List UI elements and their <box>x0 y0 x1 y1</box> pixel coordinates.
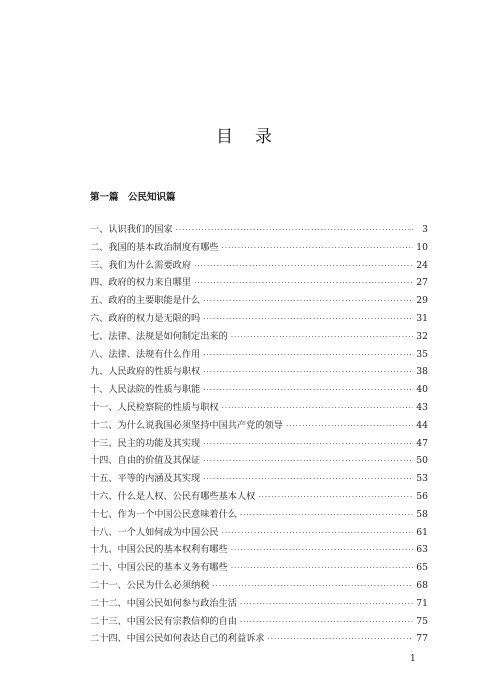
toc-entry[interactable] <box>90 257 428 275</box>
toc-entry-title: 十八、一个人如何成为中国公民 <box>90 526 219 538</box>
toc-entry-title: 三、我们为什么需要政府 <box>90 259 192 271</box>
toc-entry-title: 二、我国的基本政治制度有哪些 <box>90 241 219 253</box>
dot-leader <box>231 329 413 347</box>
toc-entry-page: 68 <box>416 579 428 591</box>
toc-entry-title: 二十二、中国公民如何参与政治生活 <box>90 597 237 609</box>
toc-entry[interactable] <box>90 328 428 346</box>
toc-entry-title: 七、法律、法规是如何制定出来的 <box>90 330 228 342</box>
dot-leader <box>203 453 413 471</box>
page-number: 1 <box>410 654 416 664</box>
toc-entry[interactable] <box>90 524 428 542</box>
dot-leader <box>176 222 413 240</box>
toc-entry-page: 75 <box>416 615 428 627</box>
dot-leader <box>203 293 413 311</box>
toc-entry[interactable] <box>90 630 428 648</box>
toc-entry[interactable] <box>90 417 428 435</box>
toc-entry-page: 10 <box>416 241 428 253</box>
toc-entry[interactable] <box>90 221 428 239</box>
toc-entry-page: 24 <box>416 259 428 271</box>
toc-entry[interactable] <box>90 435 428 453</box>
toc-entry-page: 63 <box>416 544 428 556</box>
toc-entry-page: 29 <box>416 295 428 307</box>
toc-entry-title: 十九、中国公民的基本权利有哪些 <box>90 544 228 556</box>
toc-entry[interactable] <box>90 346 428 364</box>
toc-entry-page: 65 <box>416 562 428 574</box>
toc-entry-title: 八、法律、法规有什么作用 <box>90 348 201 360</box>
toc-entry-title: 十六、什么是人权、公民有哪些基本人权 <box>90 490 256 502</box>
dot-leader <box>222 400 413 418</box>
toc-entry[interactable] <box>90 559 428 577</box>
toc-entry[interactable] <box>90 399 428 417</box>
toc-entry[interactable] <box>90 310 428 328</box>
toc-entry-title: 二十一、公民为什么必须纳税 <box>90 579 210 591</box>
toc-entry-page: 31 <box>416 312 428 324</box>
toc-entry[interactable] <box>90 613 428 631</box>
toc-entry[interactable] <box>90 363 428 381</box>
toc-entry-page: 61 <box>416 526 428 538</box>
dot-leader <box>203 382 413 400</box>
toc-entry-title: 四、政府的权力来自哪里 <box>90 277 192 289</box>
toc-entry-title: 一、认识我们的国家 <box>90 224 173 235</box>
dot-leader <box>203 471 413 489</box>
toc-entry-page: 47 <box>416 437 428 449</box>
dot-leader <box>258 489 413 507</box>
toc-entry[interactable] <box>90 292 428 310</box>
toc-entry-title: 五、政府的主要职能是什么 <box>90 295 201 307</box>
dot-leader <box>268 631 413 649</box>
toc-entry[interactable] <box>90 470 428 488</box>
toc-entry[interactable] <box>90 488 428 506</box>
dot-leader <box>222 525 413 543</box>
toc-entry-page: 44 <box>416 419 428 431</box>
dot-leader <box>203 436 413 454</box>
toc-entry-page: 53 <box>416 473 428 485</box>
toc-entry-page: 50 <box>416 455 428 467</box>
toc-entry-title: 二十三、中国公民有宗教信仰的自由 <box>90 615 237 627</box>
toc-entry-page: 43 <box>416 401 428 413</box>
dot-leader <box>286 418 413 436</box>
dot-leader <box>203 347 413 365</box>
page-title: 目录 <box>216 127 294 147</box>
dot-leader <box>231 560 413 578</box>
dot-leader <box>222 240 413 258</box>
toc-entry-page: 56 <box>416 490 428 502</box>
dot-leader <box>231 542 413 560</box>
toc-entry-page: 40 <box>416 384 428 396</box>
dot-leader <box>212 578 413 596</box>
toc-entry-title: 十二、为什么说我国必须坚持中国共产党的领导 <box>90 419 283 431</box>
dot-leader <box>194 275 413 293</box>
toc-entry-title: 六、政府的权力是无限的吗 <box>90 312 201 324</box>
toc-entry-title: 十五、平等的内涵及其实现 <box>90 473 201 485</box>
toc-entry-page: 3 <box>422 224 428 235</box>
dot-leader <box>240 596 413 614</box>
toc-entry[interactable] <box>90 595 428 613</box>
toc-entry-page: 58 <box>416 508 428 520</box>
dot-leader <box>240 614 413 632</box>
toc-entry[interactable] <box>90 381 428 399</box>
toc-entry[interactable] <box>90 506 428 524</box>
dot-leader <box>203 311 413 329</box>
toc-entry-page: 27 <box>416 277 428 289</box>
dot-leader <box>203 364 413 382</box>
toc-entry-title: 二十、中国公民的基本义务有哪些 <box>90 562 228 574</box>
dot-leader <box>240 507 413 525</box>
toc-entry-title: 十四、自由的价值及其保证 <box>90 455 201 467</box>
toc-entry-title: 十七、作为一个中国公民意味着什么 <box>90 508 237 520</box>
section-heading: 第一篇 公民知识篇 <box>90 192 176 203</box>
toc-entry-page: 71 <box>416 597 428 609</box>
toc-entry-title: 十、人民法院的性质与职能 <box>90 384 201 396</box>
dot-leader <box>194 258 413 276</box>
toc-entry-page: 35 <box>416 348 428 360</box>
toc-entry-title: 九、人民政府的性质与职权 <box>90 366 201 378</box>
toc-entry[interactable] <box>90 274 428 292</box>
toc-entry-page: 77 <box>416 633 428 645</box>
toc-entry[interactable] <box>90 239 428 257</box>
toc-entry-title: 二十四、中国公民如何表达自己的利益诉求 <box>90 633 265 645</box>
table-of-contents <box>90 221 428 648</box>
toc-entry-page: 32 <box>416 330 428 342</box>
toc-entry[interactable] <box>90 541 428 559</box>
toc-entry[interactable] <box>90 452 428 470</box>
toc-entry-page: 38 <box>416 366 428 378</box>
toc-entry[interactable] <box>90 577 428 595</box>
toc-entry-title: 十三、民主的功能及其实现 <box>90 437 201 449</box>
toc-entry-title: 十一、人民检察院的性质与职权 <box>90 401 219 413</box>
